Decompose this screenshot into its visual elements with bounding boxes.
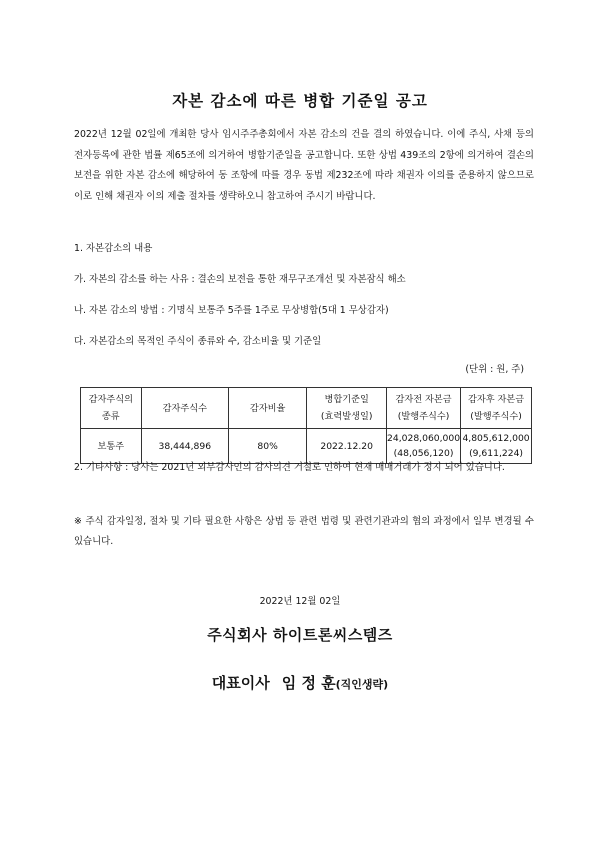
seal-omitted: (직인생략) — [335, 678, 389, 691]
company-name: 주식회사 하이트론씨스템즈 — [207, 626, 393, 644]
section-1-heading: 1. 자본감소의 내용 — [74, 243, 153, 254]
ceo-name: 임 정 훈 — [281, 674, 336, 692]
cell-date: 2022.12.20 — [307, 429, 387, 464]
header-shares: 감자주식수 — [141, 388, 228, 429]
item-na: 나. 자본 감소의 방법 : 기명식 보통주 5주를 1주로 무상병합(5대 1 무상감자) — [74, 305, 389, 316]
intro-paragraph: 2022년 12월 02일에 개최한 당사 임시주주총회에서 자본 감소의 건을 결의 하였습니다. 이에 주식, 사채 등의 전자등록에 관한 법률 제65조에 의거하여 병합기준일을 공고합니다. 또한 상법 439조의 2항에 의거하여 결손의 보전을 위한 자본 감소에 해당하여 동 조항에 따를 경우 동법 제232조에 따라 채권자 이의를 준용하지 않으므로 이로 인해 채권자 이의 제출 절차를 생략하오니 참고하여 주시기 바랍니다. — [74, 129, 534, 202]
cell-type: 보통주 — [81, 429, 142, 464]
table-header-row — [81, 388, 532, 429]
other-matters: 2. 기타사항 : 당사는 2021년 외부감사인의 감사의견 거절로 인하여 현재 매매거래가 정지 되어 있습니다. — [74, 462, 505, 473]
notice-date: 2022년 12월 02일 — [259, 596, 341, 607]
ceo-title: 대표이사 — [211, 674, 270, 692]
header-after-capital: 감자후 자본금 (발행주식수) — [461, 388, 532, 429]
item-da: 다. 자본감소의 목적인 주식이 종류와 수, 감소비율 및 기준일 — [74, 336, 322, 347]
cell-ratio: 80% — [228, 429, 306, 464]
item-ga: 가. 자본의 감소를 하는 사유 : 결손의 보전을 통한 재무구조개선 및 자본잠식 해소 — [74, 274, 406, 285]
notice-title: 자본 감소에 따른 병합 기준일 공고 — [172, 92, 428, 110]
header-share-type: 감자주식의 종류 — [81, 388, 142, 429]
header-ratio: 감자비율 — [228, 388, 306, 429]
header-before-capital: 감자전 자본금 (발행주식수) — [387, 388, 461, 429]
capital-reduction-table — [80, 387, 532, 464]
cell-before: 24,028,060,000 (48,056,120) — [387, 429, 461, 464]
header-record-date: 병합기준일 (효력발생일) — [307, 388, 387, 429]
ceo-line — [0, 672, 600, 693]
unit-label: (단위 : 원, 주) — [465, 364, 524, 375]
cell-after: 4,805,612,000 (9,611,224) — [461, 429, 532, 464]
cell-shares: 38,444,896 — [141, 429, 228, 464]
footnote: ※ 주식 감자일정, 절차 및 기타 필요한 사항은 상법 등 관련 법령 및 관련기관과의 협의 과정에서 일부 변경될 수 있습니다. — [74, 516, 534, 547]
